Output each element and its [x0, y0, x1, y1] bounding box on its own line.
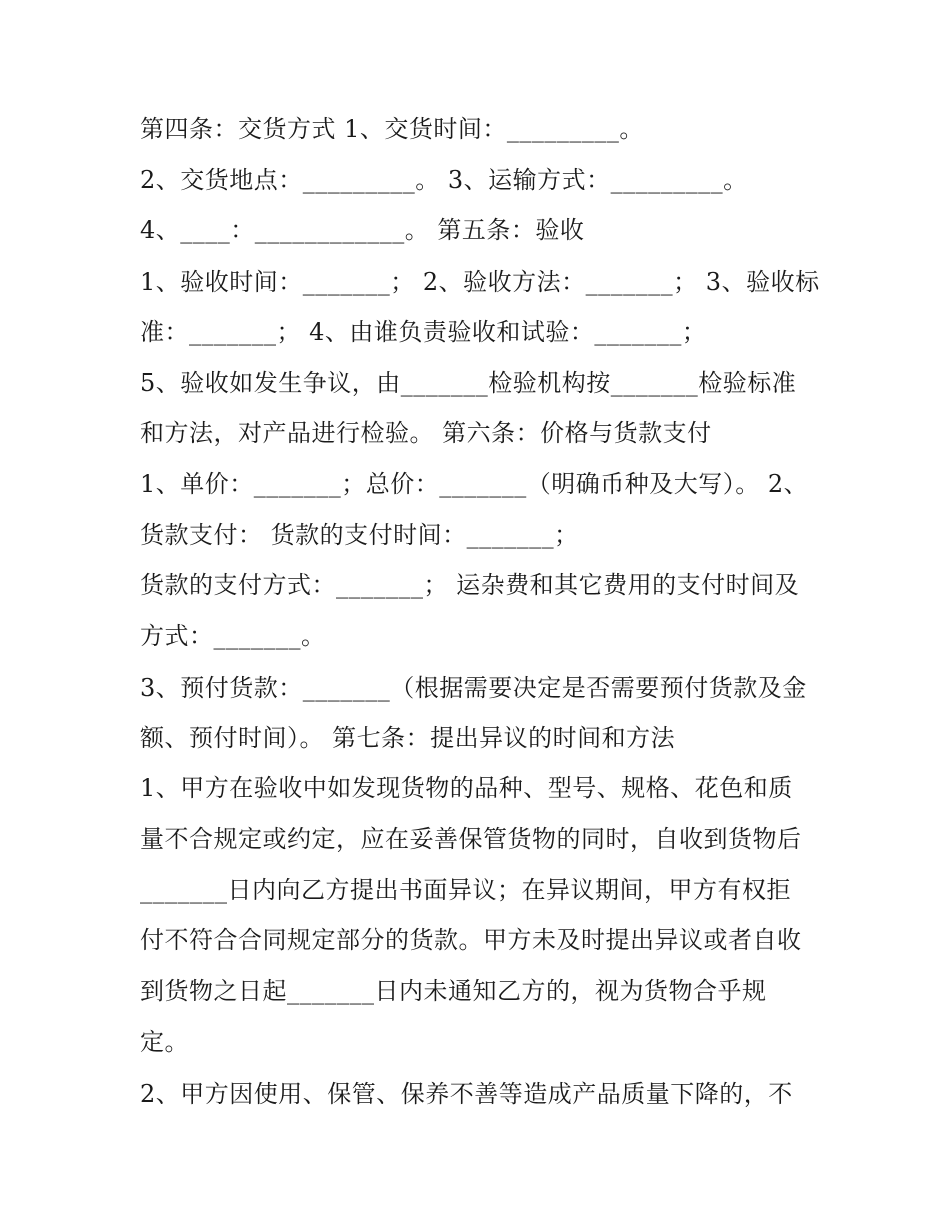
text-line: 额、预付时间）。 第七条：提出异议的时间和方法 [140, 724, 676, 752]
text-line: 方式：_______。 [140, 622, 326, 650]
text-line: 1、甲方在验收中如发现货物的品种、型号、规格、花色和质 [140, 774, 793, 802]
text-line: 1、单价：_______；总价：_______（明确币种及大写）。 2、 [140, 470, 809, 498]
text-line: 第四条：交货方式 1、交货时间：_________。 [140, 115, 644, 143]
text-line: 2、甲方因使用、保管、保养不善等造成产品质量下降的，不 [140, 1080, 793, 1108]
text-line: 4、____：____________。 第五条：验收 [140, 216, 585, 244]
text-line: 1、验收时间：_______； 2、验收方法：_______； 3、验收标 [140, 268, 820, 296]
text-line: 付不符合合同规定部分的货款。甲方未及时提出异议或者自收 [140, 926, 802, 954]
text-line: _______日内向乙方提出书面异议；在异议期间，甲方有权拒 [140, 876, 791, 904]
text-line: 和方法，对产品进行检验。 第六条：价格与货款支付 [140, 419, 712, 447]
text-line: 量不合规定或约定，应在妥善保管货物的同时，自收到货物后 [140, 825, 802, 853]
text-line: 3、预付货款：_______（根据需要决定是否需要预付货款及金 [140, 674, 807, 702]
text-line: 货款的支付方式：_______； 运杂费和其它费用的支付时间及 [140, 571, 800, 599]
text-line: 2、交货地点：_________。 3、运输方式：_________。 [140, 166, 748, 194]
text-line: 准：_______； 4、由谁负责验收和试验：_______； [140, 318, 707, 346]
text-line: 到货物之日起_______日内未通知乙方的，视为货物合乎规 [140, 977, 767, 1005]
text-line: 货款支付： 货款的支付时间：_______； [140, 521, 579, 549]
text-line: 定。 [140, 1028, 189, 1056]
text-line: 5、验收如发生争议，由_______检验机构按_______检验标准 [140, 369, 797, 397]
